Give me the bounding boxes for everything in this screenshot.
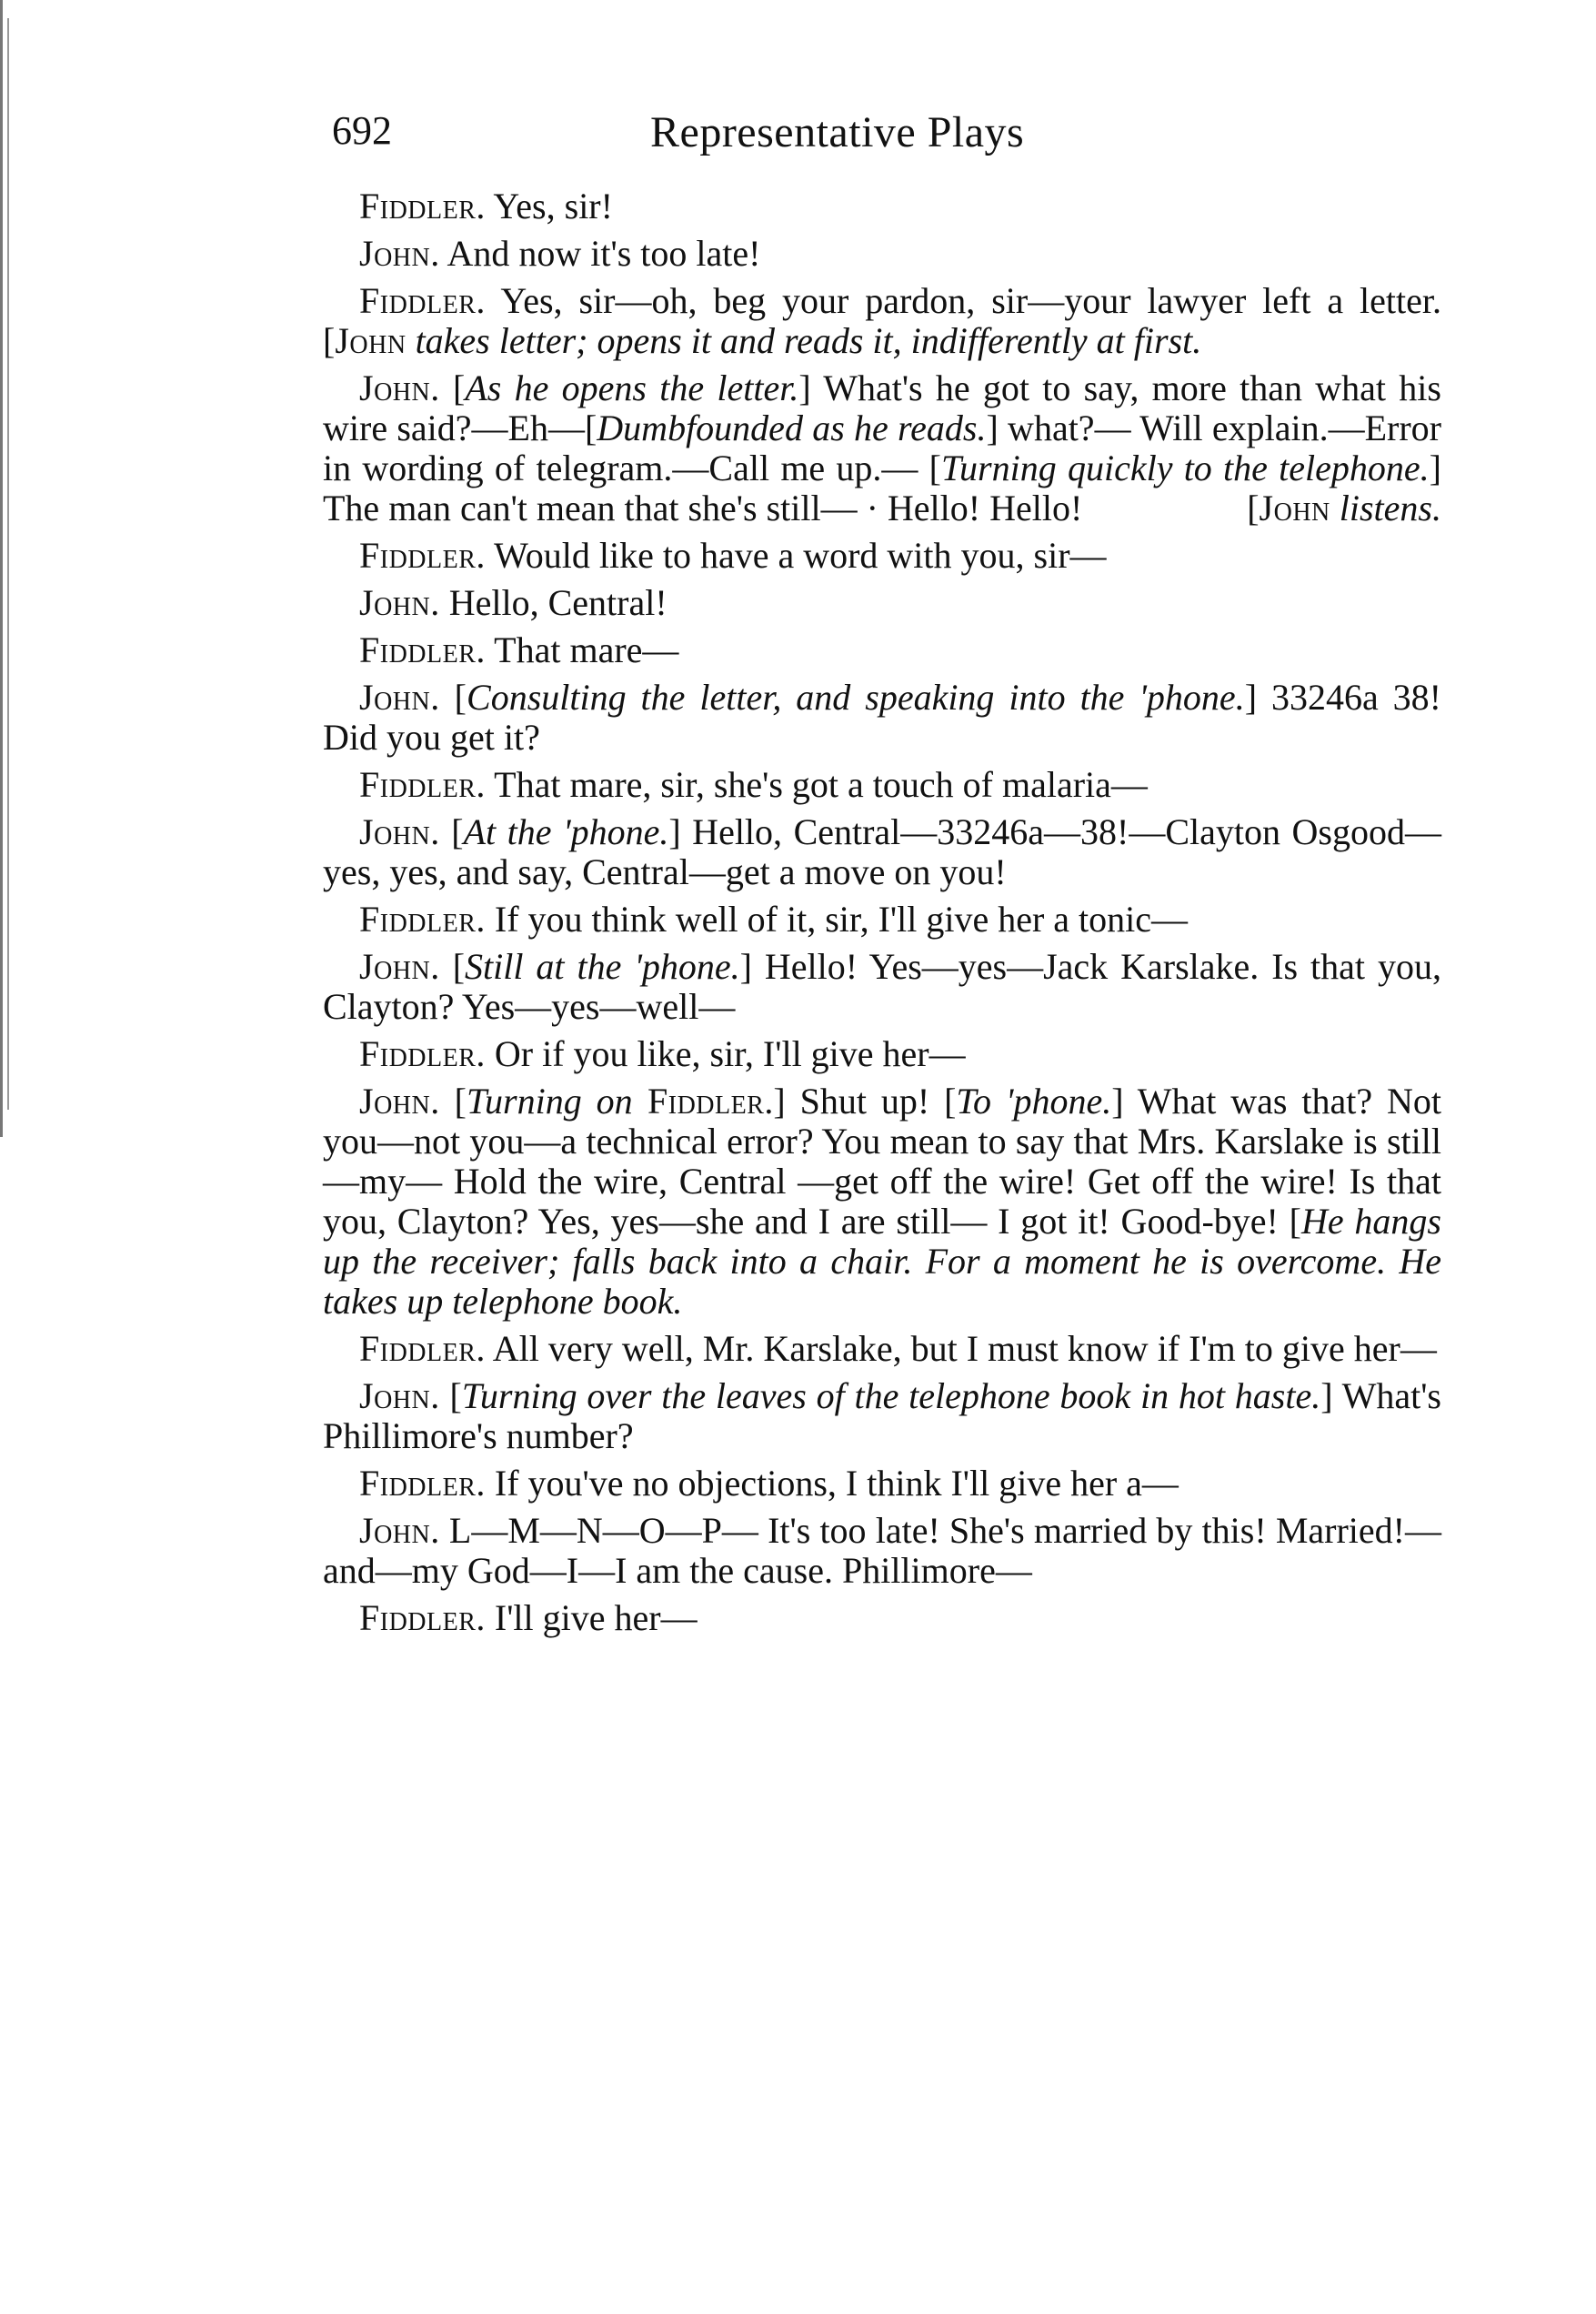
speech xyxy=(323,583,1441,623)
dialogue-text: Or if you like, sir, I'll give her— xyxy=(485,1033,966,1074)
stage-direction: Dumbfounded as he reads. xyxy=(597,407,987,448)
speech xyxy=(323,1464,1441,1504)
speech xyxy=(323,1376,1441,1456)
speech xyxy=(323,812,1441,892)
character-name: John xyxy=(1259,488,1330,528)
dialogue-text: Would like to have a word with you, sir— xyxy=(485,535,1107,576)
dialogue-text: ] Hello! Yes—yes—Jack Karslake. Is that you, Clayton? Yes—yes—well— xyxy=(323,946,1441,1027)
dialogue-text: ] What's Phillimore's number? xyxy=(323,1375,1441,1456)
speech xyxy=(323,630,1441,670)
speech xyxy=(323,1598,1441,1638)
speech xyxy=(323,1034,1441,1074)
stage-direction: As he opens the letter. xyxy=(465,367,799,408)
dialogue-text: [ xyxy=(1247,488,1260,528)
dialogue-text: Yes, sir! xyxy=(485,186,613,226)
stage-direction: Turning over the leaves of the telephone book in hot haste. xyxy=(461,1375,1321,1416)
speech xyxy=(323,1329,1441,1369)
speaker-name: John. xyxy=(359,811,440,852)
speech xyxy=(323,281,1441,361)
speaker-name: John. xyxy=(359,1081,440,1122)
page-number: 692 xyxy=(332,108,392,153)
play-text xyxy=(323,186,1441,1645)
page-edge-shadow-inner xyxy=(7,18,9,1110)
stage-direction: Still at the 'phone. xyxy=(465,946,740,987)
character-name: Fiddler xyxy=(632,1081,765,1122)
dialogue-text: I'll give her— xyxy=(485,1597,698,1638)
speaker-name: Fiddler. xyxy=(359,535,486,576)
speaker-name: Fiddler. xyxy=(359,629,486,670)
speaker-name: Fiddler. xyxy=(359,1463,486,1504)
dialogue-text: Yes, sir—oh, beg your pardon, sir—your lawyer left a letter. [ xyxy=(323,280,1441,361)
dialogue-text: ] The man can't mean that she's still— · Hello! Hello! xyxy=(323,448,1441,528)
speaker-name: Fiddler. xyxy=(359,280,486,321)
dialogue-text: ] What was that? Not you—not you—a technical error? You mean to say that Mrs. Karslake is still—my— Hold the wire, Central —get off the wire! Get off the wire! Is that you, Clayton? Yes, yes—she and I are still— I got it! Good-bye! [ xyxy=(323,1081,1441,1242)
dialogue-text: ] 33246a 38! Did you get it? xyxy=(323,677,1441,758)
character-name: John xyxy=(335,320,407,361)
speaker-name: Fiddler. xyxy=(359,899,486,940)
speech xyxy=(323,678,1441,758)
stage-cue xyxy=(1210,488,1441,528)
dialogue-text: [ xyxy=(439,1375,462,1416)
stage-direction: listens. xyxy=(1330,488,1441,528)
dialogue-text: [ xyxy=(439,946,466,987)
stage-direction: At the 'phone. xyxy=(463,811,669,852)
stage-direction: He hangs up the receiver; falls back into a chair. For a moment he is overcome. He takes up telephone book. xyxy=(323,1201,1441,1322)
speaker-name: Fiddler. xyxy=(359,1328,486,1369)
dialogue-text: That mare, sir, she's got a touch of malaria— xyxy=(485,764,1148,805)
dialogue-text: And now it's too late! xyxy=(439,233,761,274)
page-header xyxy=(332,107,1150,180)
speech xyxy=(323,1082,1441,1322)
dialogue-text: All very well, Mr. Karslake, but I must know if I'm to give her— xyxy=(485,1328,1437,1369)
page-edge-shadow xyxy=(0,0,3,1137)
speech xyxy=(323,234,1441,274)
dialogue-text: That mare— xyxy=(485,629,679,670)
dialogue-text: [ xyxy=(439,677,467,718)
speech xyxy=(323,947,1441,1027)
dialogue-text: If you've no objections, I think I'll give her a— xyxy=(485,1463,1179,1504)
speaker-name: John. xyxy=(359,367,440,408)
dialogue-text: ] What's he got to say, more than what his wire said?—Eh—[ xyxy=(323,367,1441,448)
stage-direction: To 'phone. xyxy=(956,1081,1112,1122)
speech xyxy=(323,765,1441,805)
speaker-name: John. xyxy=(359,1375,440,1416)
dialogue-text: [ xyxy=(439,1081,467,1122)
speech xyxy=(323,1511,1441,1591)
speech xyxy=(323,368,1441,528)
speaker-name: John. xyxy=(359,677,440,718)
dialogue-text: [ xyxy=(439,367,466,408)
speaker-name: John. xyxy=(359,582,440,623)
speaker-name: John. xyxy=(359,1510,440,1551)
stage-direction: Turning on xyxy=(466,1081,633,1122)
speaker-name: Fiddler. xyxy=(359,1597,486,1638)
speaker-name: Fiddler. xyxy=(359,186,486,226)
speaker-name: John. xyxy=(359,946,440,987)
dialogue-text: .] Shut up! [ xyxy=(764,1081,957,1122)
stage-direction: Turning quickly to the telephone. xyxy=(941,448,1430,488)
speaker-name: Fiddler. xyxy=(359,1033,486,1074)
running-title: Representative Plays xyxy=(650,108,1025,156)
dialogue-text: ] Hello, Central—33246a—38!—Clayton Osgood—yes, yes, and say, Central—get a move on you! xyxy=(323,811,1441,892)
stage-direction: takes letter; opens it and reads it, indifferently at first. xyxy=(406,320,1202,361)
dialogue-text: [ xyxy=(439,811,464,852)
dialogue-text: L—M—N—O—P— It's too late! She's married by this! Married!—and—my God—I—I am the cause. Phillimore— xyxy=(323,1510,1441,1591)
speaker-name: Fiddler. xyxy=(359,764,486,805)
dialogue-text: If you think well of it, sir, I'll give her a tonic— xyxy=(485,899,1189,940)
dialogue-text: ] what?— Will explain.—Error in wording of telegram.—Call me up.— [ xyxy=(323,407,1441,488)
stage-direction: Consulting the letter, and speaking into the 'phone. xyxy=(467,677,1245,718)
speech xyxy=(323,536,1441,576)
speech xyxy=(323,186,1441,226)
speech xyxy=(323,900,1441,940)
dialogue-text: Hello, Central! xyxy=(439,582,668,623)
speaker-name: John. xyxy=(359,233,440,274)
